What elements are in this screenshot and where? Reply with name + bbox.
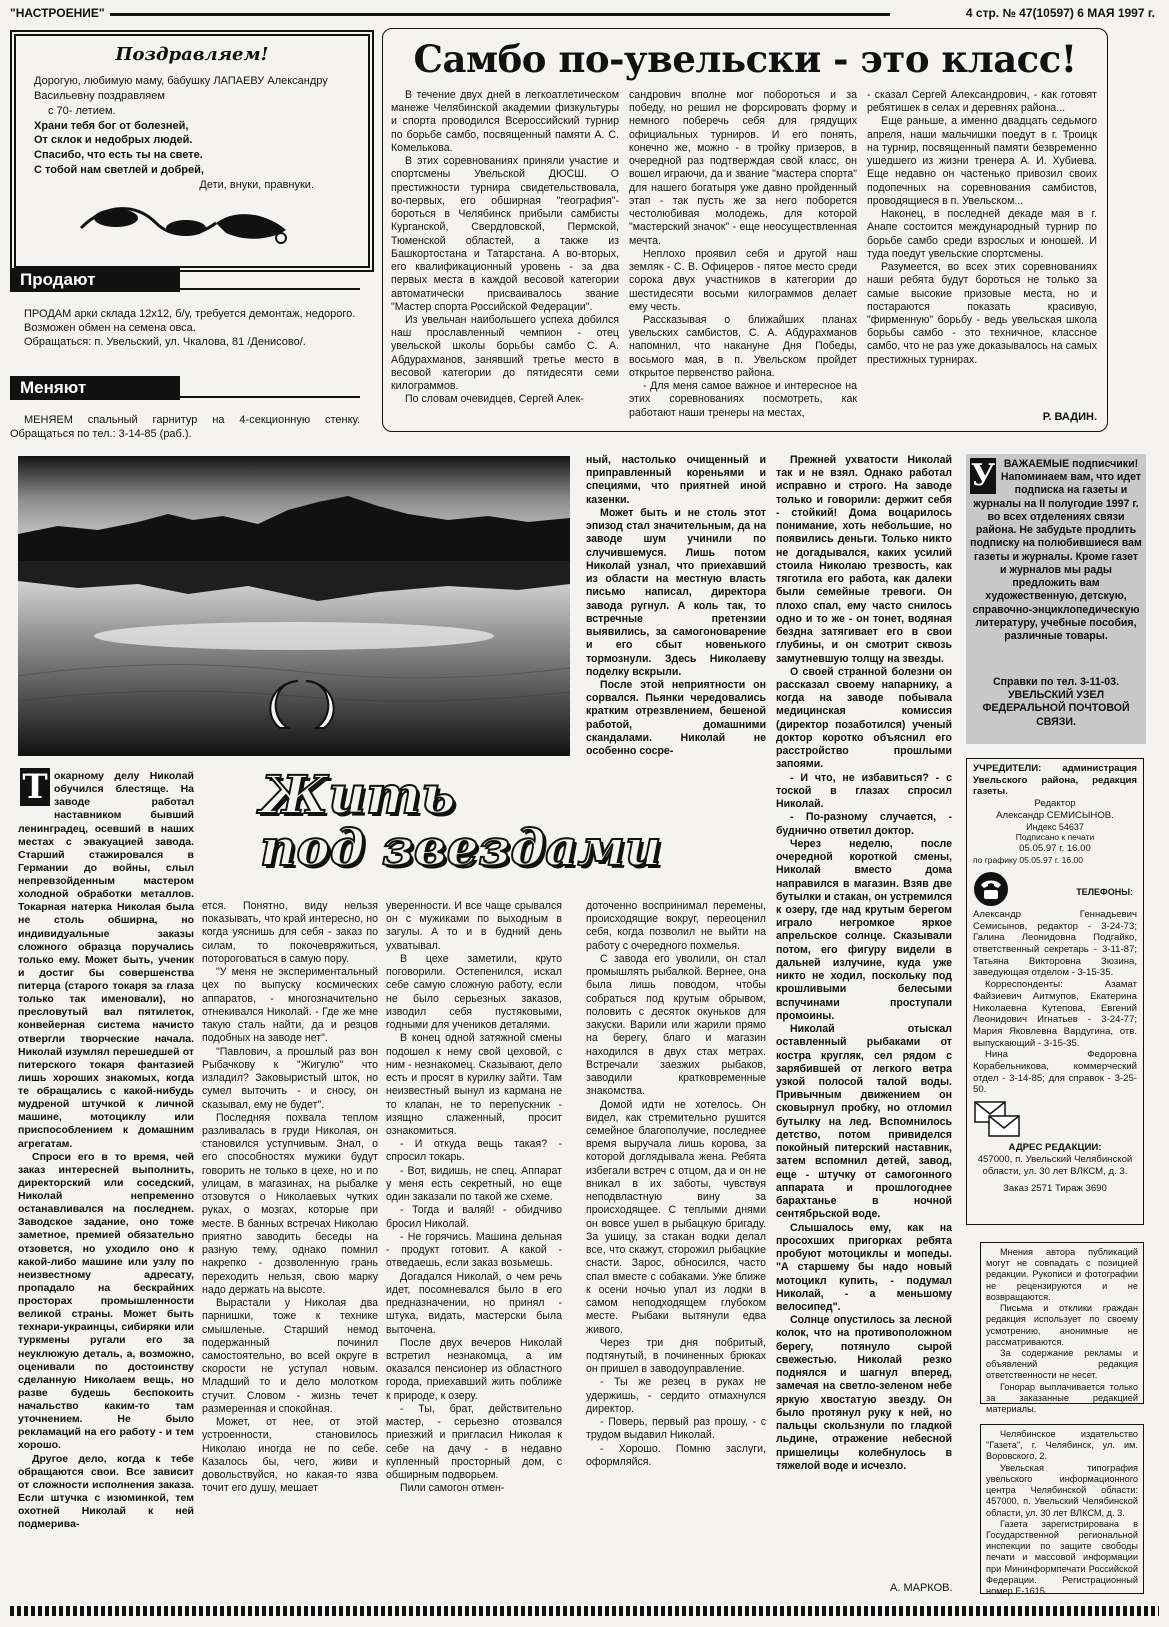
paragraph: Последняя похвала теплом разливалась в груди Николая, он становился уступчивым. Знал, о его способностях мужики будут говорить не только в цехе, но и по улицам, в магазинах, на рыбалке отзовутся о Николаевых чутких руках, о мозгах, которые при месте. В банных встречах Николаю приятно заводить беседы на разную тему, однако помнил накрепко - дозволенную грань переходить нельзя, свою марку надо держать на высоте. — [202, 1111, 378, 1296]
paragraph: Николай отыскал оставленный рыбаками от костра кругляк, сел рядом с зарябившей от легкого ветра узкой полосой талой воды. Привычным движением он сковырнул пробку, но отломил бутылку на лед. Вспомнилось детство, потом привиделся покойный питерский наставник, затем вспомнил детей, завод, еще - штучку от самогонного аппарата и прошлогоднее барахтанье в ночной сентябрьской воде. — [776, 1023, 952, 1221]
sambo-col-1 — [391, 89, 619, 425]
paragraph: ный, настолько очищенный и приправленный кореньями и специями, что приятней иной казенки. — [586, 454, 766, 506]
exchange-heading-rule — [176, 396, 360, 398]
congrats-line: С тобой нам светлей и добрей, — [34, 164, 204, 177]
imprint-signed-date: 05.05.97 г. 16.00 — [1019, 842, 1091, 854]
story-author: А. МАРКОВ. — [890, 1582, 953, 1594]
sell-text: ПРОДАМ арки склада 12х12, б/у, требуется демонтаж, недорого. — [24, 308, 356, 320]
paragraph: В конец одной затяжной смены подошел к нему свой цеховой, с ним - незнакомец. Сказывают, дело есть и просят в курилку зайти. Там неизвестный вынул из кармана не то клапан, не то перепускник - изящно слаженный, просит ознакомиться. — [386, 1032, 562, 1137]
paragraph: В течение двух дней в легкоатлетическом манеже Челябинской академии физкультуры и спорта проводился Всероссийский турнир по борьбе самбо, посвященный памяти А. С. Комелькова. — [391, 89, 619, 154]
story-col-3 — [386, 900, 562, 1616]
story-dropcap: Т — [20, 768, 50, 806]
congrats-line: Дорогую, любимую маму, бабушку ЛАПАЕВУ Александру Васильевну поздравляем — [34, 75, 328, 102]
paragraph: С завода его уволили, он стал промышлять рыбалкой. Вернее, она была лишь поводом, чтобы собраться под крутым обрывом, половить с десяток окуньков для закуски. Варили или жарили прямо на берегу, благо и магазин находился в двух стах метрах. Встречали заезжих рыбаков, заводили кратковременные знакомства. — [586, 952, 767, 1098]
congrats-line: Спасибо, что есть ты на свете. — [34, 149, 203, 162]
imprint-schedule: по графику 05.05.97 г. 16.00 — [973, 854, 1083, 865]
story-col-1 — [18, 770, 194, 1616]
envelope-icon — [973, 1100, 1023, 1140]
imprint-address: 457000, п. Увельский Челябинской области, ул. 30 лет ВЛКСМ, д. 3. — [977, 1153, 1133, 1177]
address-label: АДРЕС РЕДАКЦИИ: — [1008, 1142, 1102, 1154]
phones-label: ТЕЛЕФОНЫ: — [1076, 886, 1133, 897]
paragraph: - Тогда и валяй! - обидчиво бросил Николай. — [386, 1204, 562, 1230]
paragraph: Мнения автора публикаций могут не совпадать с позицией редакции. Рукописи и фотографии не рецензируются и не возвращаются. — [986, 1247, 1138, 1302]
paragraph: сандрович вполне мог побороться и за победу, но решил не форсировать форму и немного поберечь себя для грядущих официальных турниров. И его понять, конечно же, можно - в тройку призеров, в очередной раз подтверждая свой класс, он вошел играючи, да и звание "мастера спорта" для нашего богатыря уже давно пройденный этап - так пусть же за него поборется честолюбивая молодежь, для которой "мастерский значок" - еще неосуществленная мечта. — [629, 89, 857, 247]
story-col-4-bottom — [586, 900, 766, 1616]
congrats-signature: Дети, внуки, правнуки. — [199, 178, 314, 191]
printing-box — [980, 1424, 1144, 1597]
paragraph: Еще раньше, а именно двадцать седьмого апреля, наши мальчишки поедут в г. Троицк на турнир, посвященный памяти безвременно ушедшего из жизни тренера А. И. Хубиева. Еще недавно он частенько привозил своих подопечных на соревнования самбистов, проводящиеся в п. Увельском... — [867, 115, 1097, 207]
paragraph: Через неделю, после очередной короткой смены, Николай вместо дома направился в магазин. Взяв две бутылки и стакан, он устремился к озеру, где над крутым берегом играло негромкое яркое апрельское солнце. Сказывали потом, его фигуру видели в дальней излучине, куда уже никто не ходил, поскольку под крошливыми белесыми вспучинами проступали промоины. — [776, 837, 952, 1022]
paragraph: Челябинское издательство "Газета", г. Челябинск, ул. им. Воровского, 2. — [986, 1429, 1138, 1462]
paragraph: - Поверь, первый раз прошу, - с трудом выдавил Николай. — [586, 1416, 766, 1442]
sambo-author: Р. ВАДИН. — [1042, 411, 1097, 423]
paragraph: Пили самогон отмен- — [400, 1482, 505, 1495]
imprint-phones: Александр Геннадьевич Семисынов, редактор - 3-24-73; Галина Леонидовна Подгайко, ответственный секретарь - 3-11-87; Татьяна Викторовна Зюзина, заведующая отделом - 3-15-35. — [973, 908, 1137, 979]
paragraph: За содержание рекламы и объявлений редакция ответственности не несет. — [986, 1347, 1138, 1381]
paragraph: - Ты же резец в руках не удержишь, - сердито отмахнулся директор. — [586, 1376, 766, 1415]
congrats-title: Поздравляем! — [115, 44, 269, 65]
exchange-heading: Меняют — [10, 376, 180, 400]
paragraph: Прежней ухватости Николай так и не взял. Однако работал исправно и строго. На заводе только и говорили: держит себя - стойкий! Дома воцарилось понимание, хоть небольшие, но появились деньги. Только никто не догадывался, каких усилий стоила Николаю трезвость, как тяготила его работа, как далеки были семейные тревоги. Он плохо спал, ему часто снилось одно и то же - он тонет, водяная бездна затягивает его в свои глубины, и он смотрит сквозь замутневшую толщу на звезды. — [776, 454, 952, 665]
sell-heading: Продают — [10, 268, 180, 292]
imprint-signed: Подписано к печати — [1015, 832, 1095, 843]
imprint-index: Индекс 54637 — [1026, 821, 1084, 832]
imprint-correspondents: Корреспонденты: Азамат Файзиевич Аитмупов, Екатерина Николаевна Кутепова, Евгений Леонидович Игнатьев - 3-24-77; Мария Яковлевна Вардугина, отв. выпускающий - 3-15-35. — [973, 979, 1137, 1049]
paragraph: - Не горячись. Машина дельная - продукт готовит. А какой - отведаешь, если заказ возьмешь. — [386, 1230, 562, 1270]
paragraph: - сказал Сергей Александрович, - как готовят ребятишек в селах и деревнях района... — [867, 89, 1097, 115]
bottom-border — [10, 1606, 1159, 1616]
paragraph: По словам очевидцев, Сергей Алек- — [405, 393, 584, 406]
sambo-title: Самбо по-увельски - это класс! — [413, 37, 1077, 81]
paragraph: В цехе заметили, круто поговорили. Остепенился, искал себе самую сложную работу, если не было серьезных заказов, изводил себя пустяковыми, годными для учеников деталями. — [386, 952, 562, 1032]
paragraph: - По-разному случается, - буднично ответил доктор. — [776, 811, 952, 837]
paragraph: Увельская типография увельского информационного центра Челябинской области: 457000, п. Увельский Челябинской области, ул. 30 лет ВЛКСМ, д. 3. — [986, 1462, 1138, 1518]
imprint-accounting: Нина Федоровна Корабельникова, коммерческий отдел - 3-14-85; для справок - 3-25-50. — [973, 1049, 1137, 1096]
paragraph: - И что, не избавиться? - с тоской в глазах спросил Николай. — [776, 771, 952, 811]
sambo-col-2 — [629, 89, 857, 425]
sambo-col-3 — [867, 89, 1097, 407]
story-title-line-2: под звездами — [260, 818, 662, 877]
sambo-article — [382, 28, 1108, 432]
notes-box — [980, 1242, 1144, 1415]
paragraph: Из увельчан наибольшего успеха добился наш прославленный чемпион - отец увельской школы борьбы самбо С. А. Абдурахманов, занявший третье место в весовой категории до пятидесяти семи килограммов. — [391, 313, 619, 393]
imprint-box — [966, 758, 1144, 1225]
exchange-text: МЕНЯЕМ спальный гарнитур на 4-секционную стенку. Обращаться по тел.: 3-14-85 (раб.). — [10, 414, 360, 440]
paragraph: окарному делу Николай обучился блестяще. На заводе работал наставником бывший ленинградец, осевший в наших местах с эвакуацией завода. Старший стажировался в Германии до войны, слыл непревзойденным мастером холодной обработки металлов. Токарная натерка Николая была не столь обширна, но индивидуальные заказы сложного образца поручались только ему. Может быть, ученик и достиг бы совершенства питерца (старого токаря за глаза только так именовали), но пресловутый вал пятилеток, конвейерная система начисто отвергли творческие начала. Николай изумлял перешедшей от питерского токаря фантазией лишь хороших знакомых, когда те обращались с какой-нибудь мудреной штучкой к личной машине, мотоциклу или приспособлением к домашним агрегатам. — [18, 770, 194, 1150]
paragraph: уверенности. И все чаще срывался он с мужиками по выходным в загулы. А то и в будний день ухватывал. — [386, 900, 562, 952]
story-title-line-1: Жить — [260, 765, 456, 826]
issue-info: 4 стр. № 47(10597) 6 МАЯ 1997 г. — [965, 6, 1155, 20]
paragraph: Вырастали у Николая два парнишки, тоже к технике смышленые. Старший немод подержанный починил самостоятельно, во всей округе в скорости не уступал новым. Младший то и дело молотком стучит. Словом - жизнь течет размеренная и спокойная. — [202, 1297, 378, 1415]
paragraph: Через три дня побритый, подтянутый, в починенных брюках он пришел в заводоуправление. — [586, 1336, 766, 1376]
paragraph: Газета зарегистрирована в Государственной региональной инспекции по защите свободы печати и массовой информации при Мининформпечати Российской Федерации. Регистрационный номер Е-1615. — [986, 1518, 1138, 1597]
imprint-editor-label: Редактор — [1034, 798, 1076, 810]
paragraph: - И откуда вещь такая? - спросил токарь. — [386, 1138, 562, 1164]
congrats-line: От склок и недобрых людей. — [34, 134, 193, 147]
imprint-order: Заказ 2571 Тираж 3690 — [1003, 1183, 1107, 1195]
paragraph: доточенно воспринимал перемены, происходящие вокруг, переоценил себя, когда позволил не выйти на работу с очередного похмелья. — [586, 900, 766, 952]
subscription-box — [966, 454, 1146, 744]
paragraph: После этой неприятности он сорвался. Пьянки чередовались кратким отрезвлением, бешеной работой, домашними скандалами. Николай не особенно сосре- — [586, 678, 766, 758]
paragraph: - Вот, видишь, не спец. Аппарат у меня есть секретный, но еще один заказали по такой же схеме. — [386, 1164, 562, 1204]
paragraph: Солнце опустилось за лесной колок, что на противоположном берегу, потянуло сырой свежестью. Николай резко поднялся и шагнул вперед, замечая на светло-зеленом небе яркую хвостатую звезду. Он было протянул руку к ней, но пальцы скользнули по гладкой льдине, отражение небесной пришелицы колебнулось в тяжелой воде и исчезло. — [776, 1314, 952, 1472]
story-col-2 — [202, 900, 378, 1616]
paragraph: Догадался Николай, о чем речь идет, посомневался было в его предназначении, но принял - штука, видать, мастерски была выточена. — [386, 1270, 562, 1336]
notes-content — [986, 1247, 1138, 1415]
paragraph: Спроси его в то время, чей заказ интересней выполнить, директорский или соседский, Николай непременно останавливался на последнем. Заводское задание, оно тоже заметное, премией обязательно отзовется, но уходило оно к какой-либо машине или узлу по неизвестному адресату, пропадало на бескрайних просторах промышленности великой страны. Может быть технари-украинцы, сибиряки или туркмены ругали его за неуклюжую деталь, а, возможно, оценивали по достоинству сделанную Николаем вещь, но разве будешь беспокоить начальство каким-то там уточнением. Не было рекламаций на его работу - и тем хорошо. — [18, 1150, 194, 1452]
exchange-ad — [10, 414, 360, 444]
paragraph: Неплохо проявил себя и другой наш земляк - С. В. Офицеров - пятое место среди сорока двух участников в категории до шестидесяти восьми килограммов делает ему честь. — [629, 247, 857, 313]
paper-name: "НАСТРОЕНИЕ" — [10, 6, 105, 20]
lake-photo — [18, 456, 570, 756]
sell-text-2: Возможен обмен на семена овса. — [24, 321, 196, 334]
header-rule — [110, 13, 890, 16]
congrats-box — [10, 30, 374, 272]
subscription-text-block — [970, 458, 1142, 674]
floral-ornament-icon — [76, 198, 306, 248]
paragraph: В этих соревнованиях приняли участие и спортсмены Увельской ДЮСШ. О престижности турнира свидетельствовала, во-первых, его обширная "география"- бороться в Челябинск прибыли самбисты Курганской, Свердловской, Пермской, Тюменской областей, а также из Башкортостана и Татарстана. А во-вторых, его квалификационный уровень - за два первых места в каждой весовой категории автоматически присваивалось звание "Мастер спорта Российской Федерации". — [391, 155, 619, 313]
paragraph: Слышалось ему, как на просохших пригорках ребята пробуют мотоциклы и мопеды. "А старшему бы надо новый мотоцикл купить, - подумал Николай, - а меньшому велосипед". — [776, 1221, 952, 1313]
paragraph: Может, от нее, от этой устроенности, становилось Николаю иногда не по себе. Казалось бы, чего, живи и довольствуйся, но какая-то язва точит его душу, мешает — [202, 1416, 378, 1495]
paragraph: Разумеется, во всех этих соревнованиях наши ребята будут бороться не только за самые высокие призовые места, но и постараются показать красивую, "фирменную" борьбу - ведь увельская школа борьбы самбо - это техничное, классное самбо, что не раз уже доказывалось на самых престижных турнирах. — [867, 261, 1097, 366]
paragraph: Другое дело, когда к тебе обращаются свои. Все зависит от сложности исполнения заказа. Если штучка с изюминкой, тем охотней Николай к ней подмерива- — [18, 1452, 194, 1531]
paragraph: - Ты, брат, действительно мастер, - серьезно отозвался приезжий и пригласил Николая к себе на дачу - в недавно купленный просторный дом, с обширным подворьем. — [386, 1402, 562, 1482]
story-col-5 — [776, 454, 952, 1576]
paragraph: После двух вечеров Николай встретил незнакомца, а им оказался пенсионер из областного города, приехавший жить поближе к природе, к озеру. — [386, 1336, 562, 1402]
paragraph: Гонорар выплачивается только за заказанные редакцией материалы. — [986, 1381, 1138, 1415]
sell-ad — [10, 308, 360, 364]
paragraph: "У меня не экспериментальный цех по выпуску космических аппаратов, - многозначительно отнекивался Николай. - Где же мне такую сталь найти, да и резцов подобных на заводе нет". — [202, 966, 378, 1045]
paragraph: - Хорошо. Помню заслуги, оформляйся. — [586, 1442, 766, 1468]
imprint-founders: УЧРЕДИТЕЛИ: администрация Увельского района, редакция газеты. — [973, 763, 1137, 798]
congrats-line: Храни тебя бог от болезней, — [34, 119, 189, 132]
paragraph: О своей странной болезни он рассказал своему напарнику, а когда на заводе побывала медицинская комиссия (директор позаботился) ученый доктор коротко объяснил его расстройство прошлыми запоями. — [776, 665, 952, 771]
story-col-4-top — [586, 454, 766, 784]
subscription-text: ВАЖАЕМЫЕ подписчики! Напоминаем вам, что идет подписка на газеты и журналы на II полугодие 1997 г. во всех отделениях связи района. Не забудьте продлить подписку на полюбившиеся вам газеты и журналы. Кроме газет и журналов мы рады предложить вам художественную, детскую, справочно-энциклопедическую литературу, учебные пособия, различные товары. — [970, 458, 1142, 643]
subscription-footer: Справки по тел. 3-11-03. УВЕЛЬСКИЙ УЗЕЛ ФЕДЕРАЛЬНОЙ ПОЧТОВОЙ СВЯЗИ. — [982, 676, 1130, 728]
paragraph: Домой идти не хотелось. Он видел, как стремительно рушится семейное благополучие, последнее время выручала лишь корова, за которой доглядывала жена. Ребята избегали встреч с отцом, да и он не вникал в их заботы, чувствуя неподвластную вину за происходящее. С теплыми днями он вовсе ушел в рыбацкую бригаду. За ушицу, за стакан водки делал все, что скажут, сторожил рыбацкие снасти. Зарос, обносился, часто спал вместе с собаками. Уже ближе к осени ночью упал из лодки в самом неподходящем глубоком месте. Рыбаки вытянули едва живого. — [586, 1098, 766, 1336]
printing-content — [986, 1429, 1138, 1597]
paragraph: Может быть и не столь этот эпизод стал значительным, да на заводе шум учинили по случившемуся. Лишь потом Николай узнал, что приехавший из области на местную власть письмо написал, директора завода ругнул. А коль так, то встречные претензии выявились, за самогоноварение и его сбыт новенького тормознули. Здесь Николаеву поделку вскрыли. — [586, 506, 766, 678]
paragraph: ется. Понятно, виду нельзя показывать, что край интересно, но когда уяснишь для себя - заказ по силам, то покочевряжиться, потороговаться в самую пору. — [202, 900, 378, 965]
telephone-icon — [973, 871, 1009, 907]
paragraph: Письма и отклики граждан редакция использует по своему усмотрению, анонимные не рассматриваются. — [986, 1303, 1138, 1347]
imprint-content — [973, 763, 1137, 1219]
sell-text-3: Обращаться: п. Увельский, ул. Чкалова, 81 /Денисово/. — [24, 335, 306, 348]
congrats-line: с 70- летием. — [48, 104, 116, 117]
sell-heading-rule — [176, 288, 360, 290]
paragraph: Рассказывая о ближайших планах увельских самбистов, С. А. Абдурахманов напомнил, что накануне Дня Победы, восьмого мая, в п. Увельском пройдет открытое первенство района. — [629, 313, 857, 379]
imprint-editor: Александр СЕМИСЫНОВ. — [996, 809, 1114, 821]
paragraph: Наконец, в последней декаде мая в г. Анапе состоится международный турнир по борьбе самбо среди взрослых и юношей. И туда поедут увельские спортсмены. — [867, 208, 1097, 260]
congrats-text — [34, 74, 354, 193]
subscription-dropcap: У — [970, 458, 996, 493]
paragraph: - Для меня самое важное и интересное на этих соревнованиях посмотреть, как работают наши тренеры на местах, — [629, 380, 857, 419]
paragraph: "Павлович, а прошлый раз вон Рыбачкову к "Жигулю" что изладил? Заковыристый шток, но сумел выточить - и сносу, он сказывал, ему не будет". — [202, 1045, 378, 1111]
